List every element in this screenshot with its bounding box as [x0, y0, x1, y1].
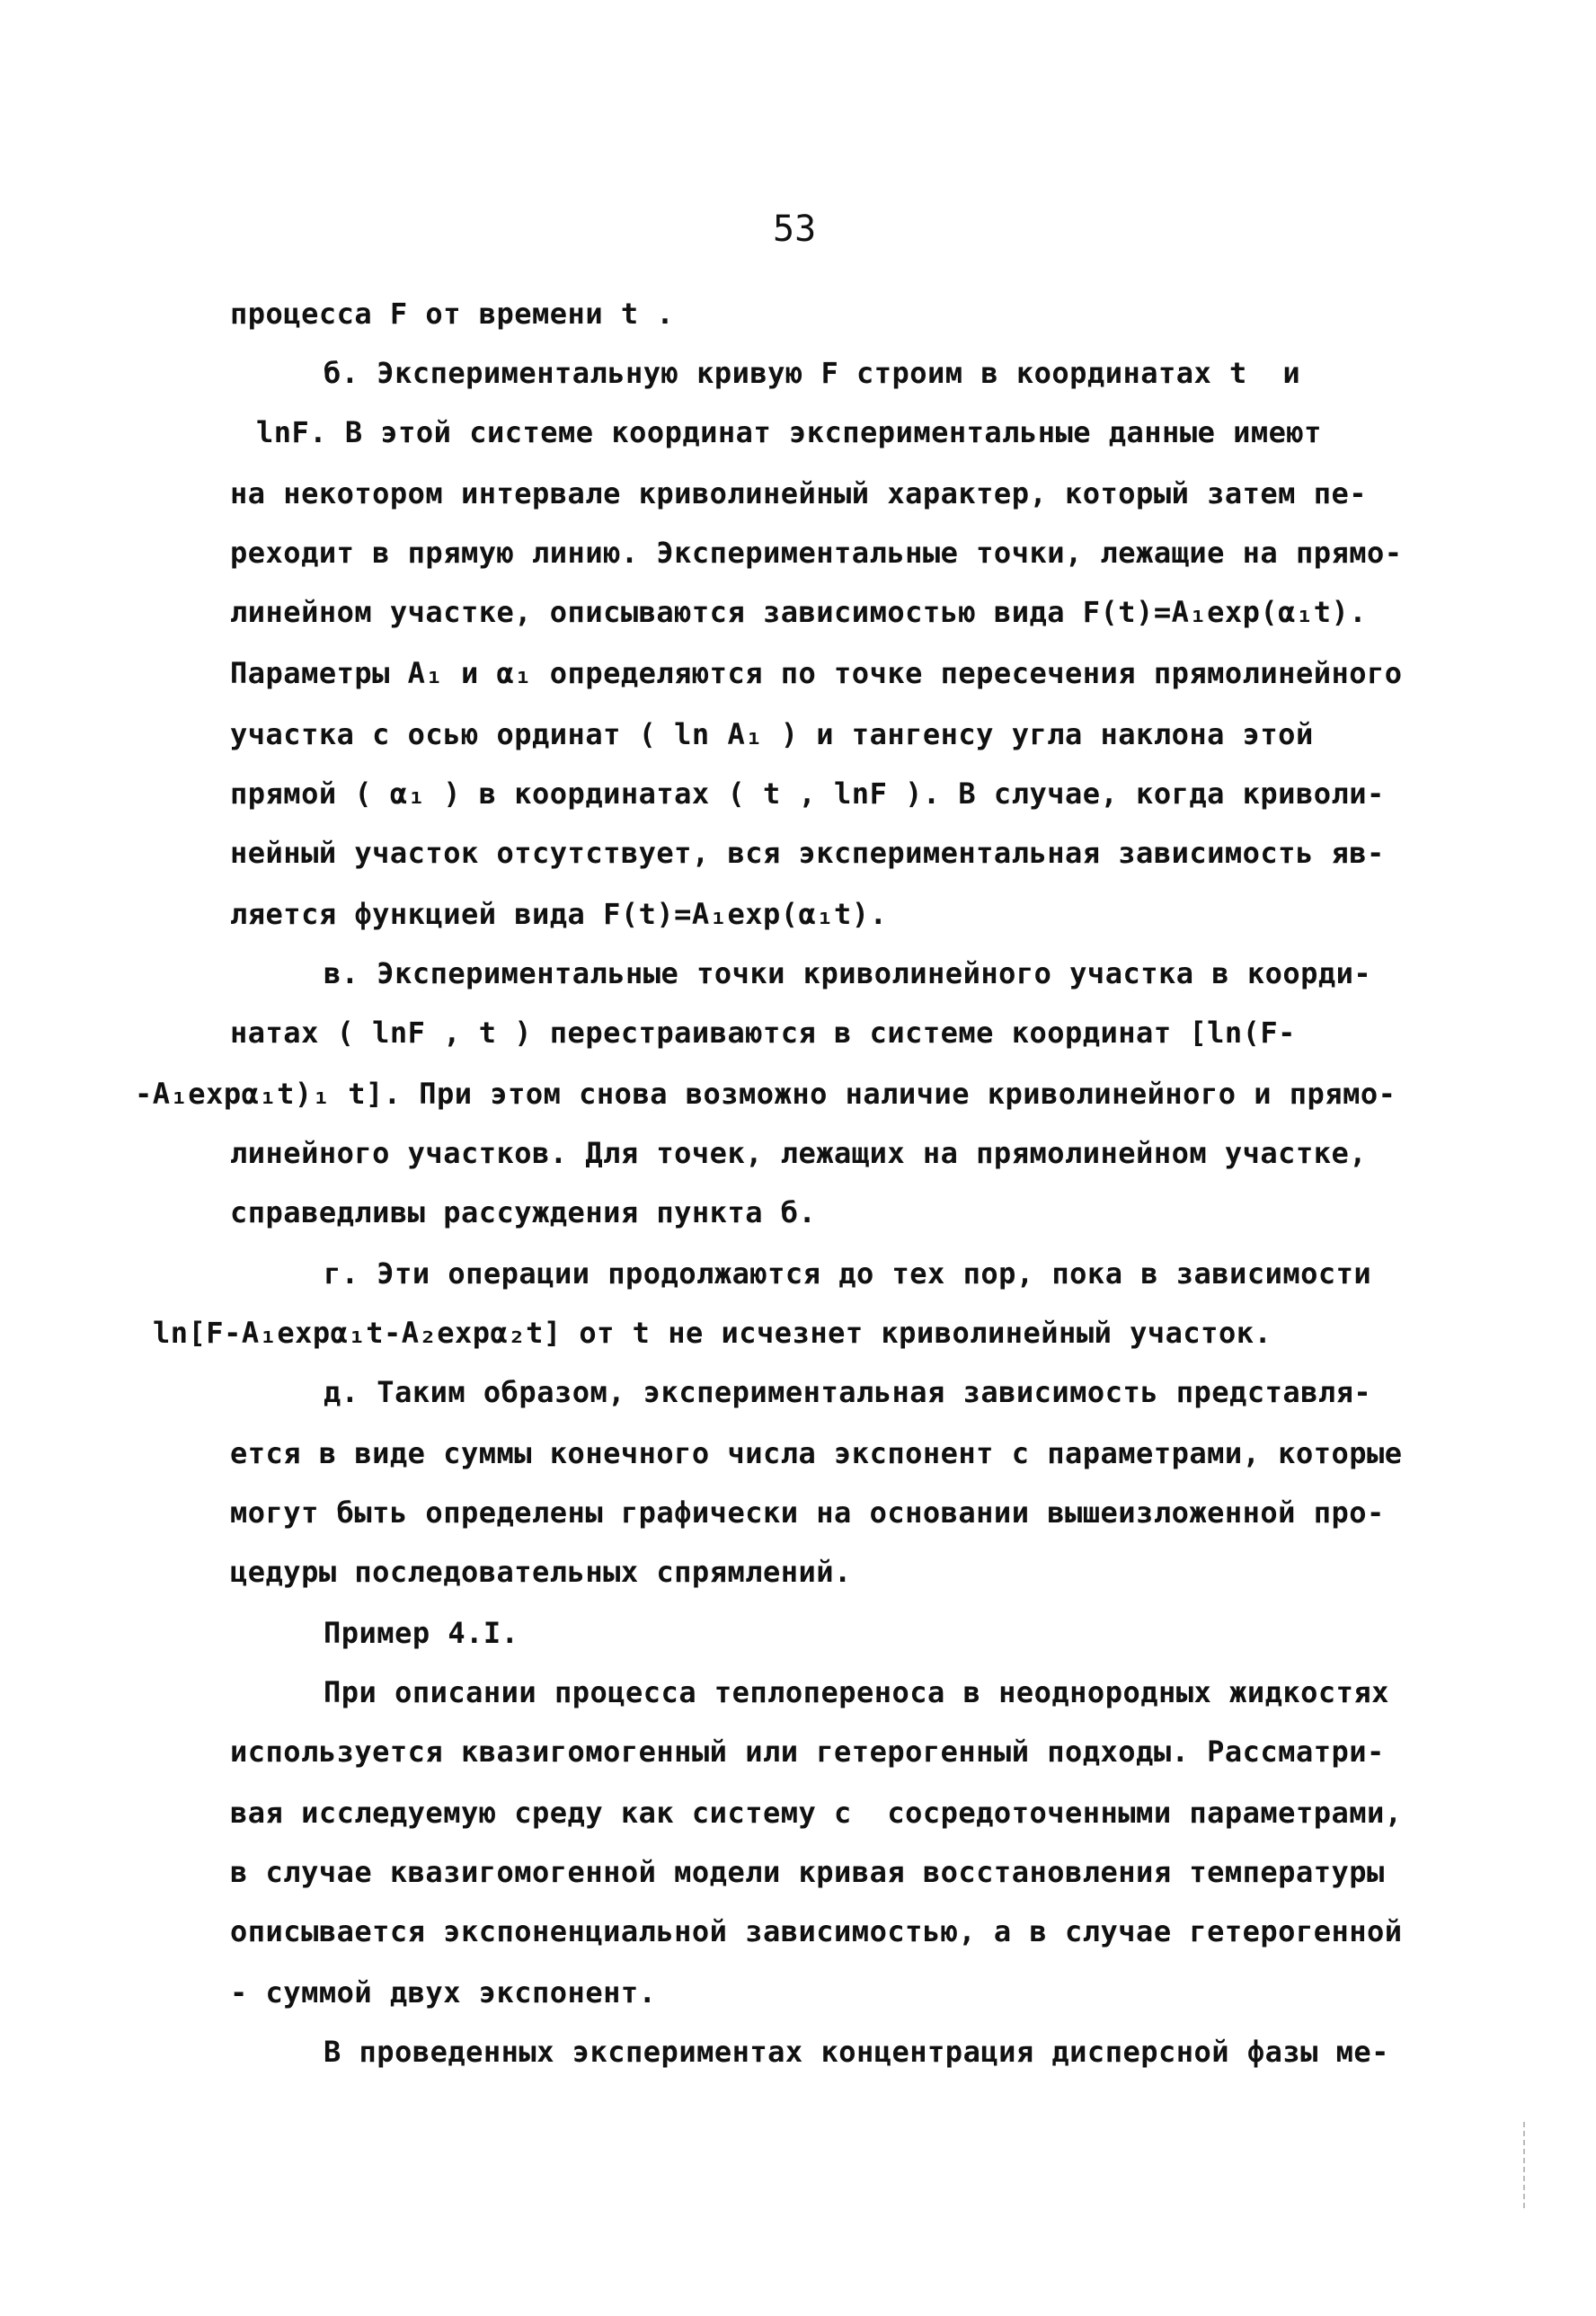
- text-line: - суммой двух экспонент.: [230, 1975, 657, 2010]
- text-line: Параметры A₁ и α₁ определяются по точке пересечения прямолинейного: [230, 656, 1403, 690]
- text-line: реходит в прямую линию. Экспериментальные точки, лежащие на прямо-: [230, 536, 1403, 570]
- text-line: линейного участков. Для точек, лежащих на прямолинейном участке,: [230, 1136, 1367, 1170]
- text-line: процесса F от времени t .: [230, 297, 675, 331]
- text-line: справедливы рассуждения пункта б.: [230, 1195, 817, 1229]
- text-line: в случае квазигомогенной модели кривая восстановления температуры: [230, 1855, 1385, 1889]
- text-line: г. Эти операции продолжаются до тех пор, пока в зависимости: [324, 1256, 1372, 1291]
- text-line: В проведенных экспериментах концентрация дисперсной фазы ме-: [324, 2035, 1389, 2069]
- text-line: описывается экспоненциальной зависимостью, а в случае гетерогенной: [230, 1914, 1403, 1948]
- text-line: вая исследуемую среду как систему с сосредоточенными параметрами,: [230, 1796, 1403, 1830]
- text-line: ln[F-A₁expα₁t-A₂expα₂t] от t не исчезнет криволинейный участок.: [153, 1316, 1272, 1350]
- text-line: натах ( lnF , t ) перестраиваются в системе координат [ln(F-: [230, 1016, 1296, 1050]
- text-line: участка с осью ординат ( ln A₁ ) и тангенсу угла наклона этой: [230, 717, 1314, 751]
- scan-margin-marks: [1515, 2118, 1533, 2244]
- page-number: 53: [773, 209, 817, 250]
- text-line: При описании процесса теплопереноса в неоднородных жидкостях: [324, 1675, 1389, 1709]
- text-line: ется в виде суммы конечного числа экспонент с параметрами, которые: [230, 1436, 1403, 1470]
- text-line: на некотором интервале криволинейный характер, который затем пе-: [230, 476, 1367, 510]
- text-line: б. Экспериментальную кривую F строим в координатах t и: [324, 356, 1301, 390]
- text-line: д. Таким образом, экспериментальная зависимость представля-: [324, 1375, 1372, 1409]
- text-line: прямой ( α₁ ) в координатах ( t , lnF ). В случае, когда криволи-: [230, 776, 1385, 811]
- text-line: цедуры последовательных спрямлений.: [230, 1555, 852, 1589]
- text-line: линейном участке, описываются зависимостью вида F(t)=A₁exp(α₁t).: [230, 595, 1367, 629]
- text-line: Пример 4.I.: [324, 1616, 519, 1650]
- text-line: нейный участок отсутствует, вся экспериментальная зависимость яв-: [230, 836, 1385, 870]
- text-line: в. Экспериментальные точки криволинейного участка в коорди-: [324, 956, 1372, 990]
- text-line: могут быть определены графически на основании вышеизложенной про-: [230, 1495, 1385, 1530]
- text-line: lnF. В этой системе координат экспериментальные данные имеют: [256, 415, 1322, 449]
- text-line: ляется функцией вида F(t)=A₁exp(α₁t).: [230, 897, 888, 931]
- text-line: -A₁expα₁t)₁ t]. При этом снова возможно наличие криволинейного и прямо-: [135, 1077, 1396, 1111]
- text-line: используется квазигомогенный или гетерогенный подходы. Рассматри-: [230, 1735, 1385, 1769]
